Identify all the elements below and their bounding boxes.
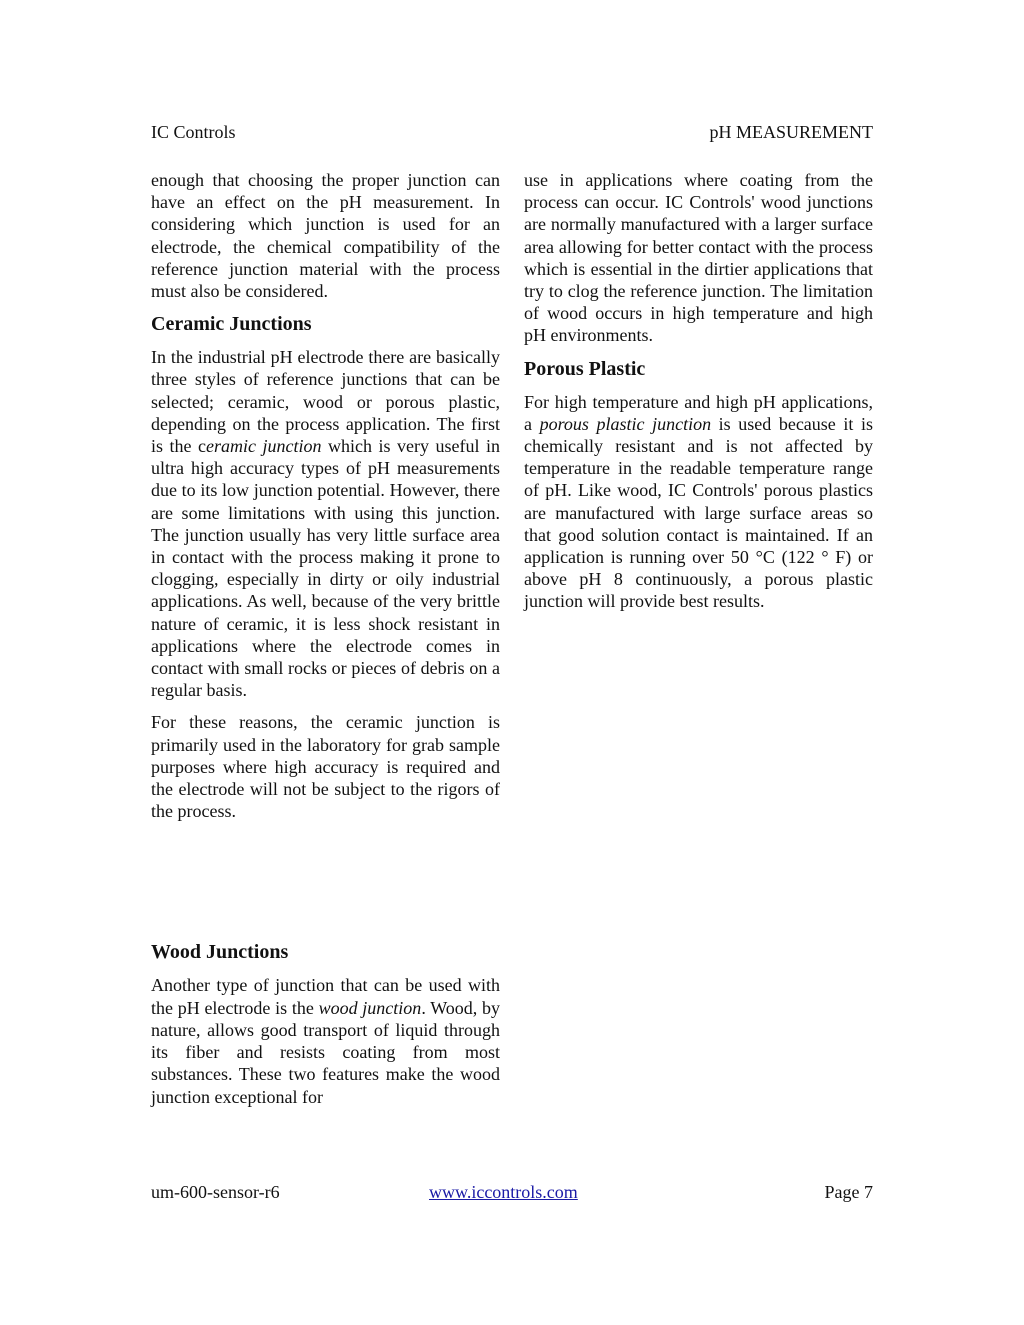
- left-column: [151, 169, 500, 1118]
- text-run: is used because it is chemically resistant and is not affected by temperature in the readable temperature range of pH. Like wood, IC Controls' porous plastics are manufactured with large surface areas so that good solution contact is maintained. If an application is running over 50 °C (122 ° F) or above pH 8 continuously, a porous plastic junction will provide best results.: [524, 413, 873, 612]
- header-section-title: pH MEASUREMENT: [709, 122, 873, 142]
- text-run: For high temperature and high pH applications, a: [524, 391, 873, 434]
- paragraph: [151, 346, 500, 701]
- footer-page-number: Page 7: [824, 1182, 873, 1202]
- paragraph: [151, 974, 500, 1107]
- paragraph: enough that choosing the proper junction can have an effect on the pH measurement. In considering which junction is used for an electrode, the chemical compatibility of the reference junction material with the process must also be considered.: [151, 170, 500, 302]
- spacer: [151, 832, 500, 940]
- emphasis: wood junction: [318, 997, 422, 1018]
- text-run: Another type of junction that can be used with the pH electrode is the: [151, 975, 500, 1018]
- paragraph: use in applications where coating from the process can occur. IC Controls' wood junctions are normally manufactured with a larger surface area allowing for better contact with the process which is essential in the dirtier applications that try to clog the reference junction. The limitation of wood occurs in high temperature and high pH environments.: [524, 170, 873, 346]
- heading-wood-junctions: Wood Junctions: [151, 941, 289, 964]
- paragraph: [524, 391, 873, 613]
- emphasis: eramic junction: [206, 436, 322, 457]
- text-run: . Wood, by nature, allows good transport of liquid through its fiber and resists coating from most substances. These two features make the wood junction exceptional for: [151, 997, 500, 1107]
- heading-ceramic-junctions: Ceramic Junctions: [151, 313, 312, 336]
- footer-website-link[interactable]: www.iccontrols.com: [429, 1182, 578, 1202]
- right-column: [524, 169, 873, 623]
- header-company: IC Controls: [151, 122, 236, 142]
- text-run: In the industrial pH electrode there are basically three styles of reference junctions that can be selected; ceramic, wood or porous plastic, depending on the process application. The first is the c: [151, 347, 500, 457]
- footer-document-id: um-600-sensor-r6: [151, 1182, 280, 1202]
- emphasis: porous plastic junction: [539, 413, 712, 434]
- text-run: which is very useful in ultra high accuracy types of pH measurements due to its low junction potential. However, there are some limitations with using this junction. The junction usually has very little surface area in contact with the process making it prone to clogging, especially in dirty or oily industrial applications. As well, because of the very brittle nature of ceramic, it is less shock resistant in applications where the electrode comes in contact with small rocks or pieces of debris on a regular basis.: [151, 436, 500, 701]
- heading-porous-plastic: Porous Plastic: [524, 357, 646, 380]
- paragraph: For these reasons, the ceramic junction is primarily used in the laboratory for grab sample purposes where high accuracy is required and the electrode will not be subject to the rigors of the process.: [151, 712, 500, 822]
